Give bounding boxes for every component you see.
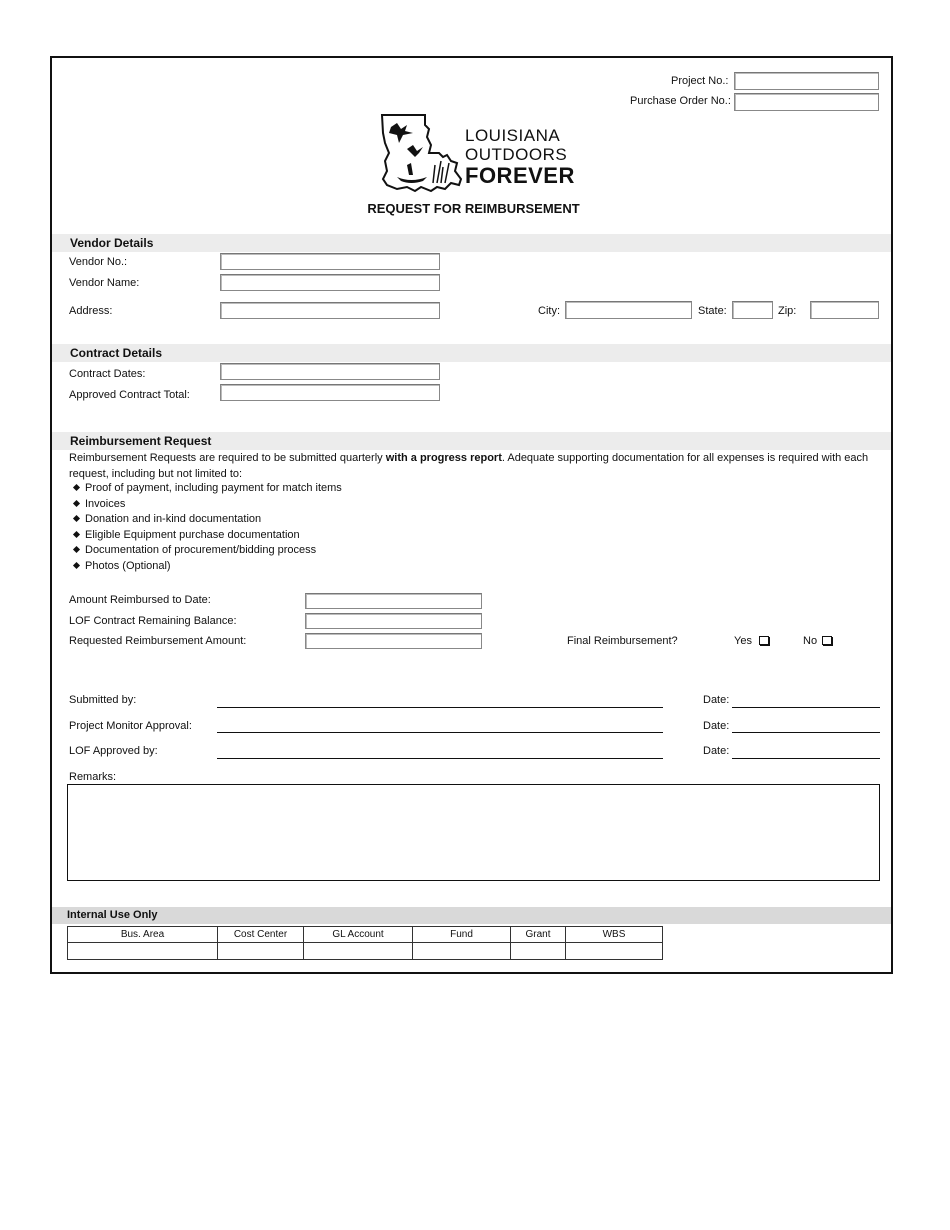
list-item-text: Invoices bbox=[85, 497, 126, 510]
diamond-bullet-icon bbox=[73, 499, 80, 506]
vendor-section-title: Vendor Details bbox=[70, 236, 154, 250]
column-header: Cost Center bbox=[218, 927, 304, 943]
state-label: State: bbox=[698, 305, 727, 317]
reimbursement-section-title: Reimbursement Request bbox=[70, 434, 212, 448]
diamond-bullet-icon bbox=[73, 530, 80, 537]
vendor-no-field[interactable] bbox=[220, 253, 440, 270]
contract-section-bar bbox=[52, 344, 891, 362]
zip-field[interactable] bbox=[810, 301, 879, 319]
column-header: Bus. Area bbox=[68, 927, 218, 943]
cost-center-cell[interactable] bbox=[218, 943, 304, 960]
diamond-bullet-icon bbox=[73, 515, 80, 522]
remarks-label: Remarks: bbox=[69, 771, 117, 783]
amount-to-date-field[interactable] bbox=[305, 593, 482, 609]
city-field[interactable] bbox=[565, 301, 692, 319]
diamond-bullet-icon bbox=[73, 561, 80, 568]
column-header: GL Account bbox=[304, 927, 413, 943]
list-item bbox=[72, 481, 342, 497]
list-item-text: Documentation of procurement/bidding process bbox=[85, 544, 317, 556]
internal-section-bar bbox=[52, 907, 891, 924]
internal-section-title: Internal Use Only bbox=[67, 909, 158, 921]
list-item bbox=[72, 512, 342, 528]
reimbursement-instructions bbox=[69, 450, 881, 482]
bus-area-cell[interactable] bbox=[68, 943, 218, 960]
final-reimbursement-label: Final Reimbursement? bbox=[567, 635, 678, 647]
vendor-section-bar bbox=[52, 234, 891, 252]
yes-checkbox[interactable] bbox=[759, 636, 769, 645]
vendor-name-label: Vendor Name: bbox=[69, 277, 140, 289]
contract-dates-label: Contract Dates: bbox=[69, 368, 146, 380]
remaining-balance-field[interactable] bbox=[305, 613, 482, 629]
fund-cell[interactable] bbox=[413, 943, 511, 960]
contract-total-label: Approved Contract Total: bbox=[69, 389, 190, 401]
list-item-text: Photos (Optional) bbox=[85, 559, 171, 572]
grant-cell[interactable] bbox=[511, 943, 566, 960]
wbs-cell[interactable] bbox=[566, 943, 663, 960]
address-label: Address: bbox=[69, 305, 113, 317]
column-header: WBS bbox=[566, 927, 663, 943]
amount-to-date-label: Amount Reimbursed to Date: bbox=[69, 594, 211, 606]
list-item-text: Eligible Equipment purchase documentation bbox=[85, 528, 300, 541]
documentation-list bbox=[72, 481, 342, 574]
louisiana-state-icon bbox=[377, 113, 467, 195]
contract-total-field[interactable] bbox=[220, 384, 440, 401]
list-item bbox=[72, 528, 342, 544]
lof-approved-label: LOF Approved by: bbox=[69, 745, 158, 757]
remaining-balance-label: LOF Contract Remaining Balance: bbox=[69, 615, 237, 627]
instructions-bold: with a progress report bbox=[385, 452, 502, 464]
lof-approved-line[interactable] bbox=[217, 758, 663, 759]
gl-account-cell[interactable] bbox=[304, 943, 413, 960]
contract-dates-field[interactable] bbox=[220, 363, 440, 380]
diamond-bullet-icon bbox=[73, 546, 80, 553]
submitted-by-label: Submitted by: bbox=[69, 694, 137, 706]
remarks-box[interactable] bbox=[67, 784, 880, 881]
vendor-no-label: Vendor No.: bbox=[69, 256, 128, 268]
project-no-label: Project No.: bbox=[671, 75, 729, 87]
zip-label: Zip: bbox=[778, 305, 797, 317]
list-item bbox=[72, 497, 342, 513]
column-header: Grant bbox=[511, 927, 566, 943]
lof-logo bbox=[377, 113, 577, 195]
instructions-text-1: Reimbursement Requests are required to be submitted quarterly bbox=[69, 452, 386, 464]
table-row bbox=[68, 943, 663, 960]
project-no-field[interactable] bbox=[734, 72, 879, 90]
monitor-date-label: Date: bbox=[703, 720, 730, 732]
city-label: City: bbox=[538, 305, 560, 317]
logo-line-1: LOUISIANA bbox=[465, 126, 561, 145]
po-no-field[interactable] bbox=[734, 93, 879, 111]
requested-amount-label: Requested Reimbursement Amount: bbox=[69, 635, 247, 647]
list-item-text: Proof of payment, including payment for match items bbox=[85, 482, 342, 494]
vendor-name-field[interactable] bbox=[220, 274, 440, 291]
address-field[interactable] bbox=[220, 302, 440, 319]
form-frame bbox=[50, 56, 893, 974]
monitor-date-line[interactable] bbox=[732, 732, 880, 733]
column-header: Fund bbox=[413, 927, 511, 943]
no-checkbox[interactable] bbox=[822, 636, 832, 645]
monitor-approval-line[interactable] bbox=[217, 732, 663, 733]
internal-use-table bbox=[67, 926, 663, 960]
form-title: REQUEST FOR REIMBURSEMENT bbox=[367, 201, 580, 216]
lof-date-label: Date: bbox=[703, 745, 730, 757]
state-field[interactable] bbox=[732, 301, 773, 319]
submitted-by-line[interactable] bbox=[217, 707, 663, 708]
logo-line-2: OUTDOORS bbox=[465, 145, 568, 164]
no-label: No bbox=[803, 635, 818, 647]
submitted-date-line[interactable] bbox=[732, 707, 880, 708]
contract-section-title: Contract Details bbox=[70, 346, 163, 360]
logo-line-3: FOREVER bbox=[465, 163, 575, 188]
list-item bbox=[72, 559, 342, 575]
submitted-date-label: Date: bbox=[703, 694, 730, 706]
list-item-text: Donation and in-kind documentation bbox=[85, 513, 262, 525]
monitor-approval-label: Project Monitor Approval: bbox=[69, 720, 192, 732]
diamond-bullet-icon bbox=[73, 484, 80, 491]
list-item bbox=[72, 543, 342, 559]
po-no-label: Purchase Order No.: bbox=[630, 95, 731, 107]
yes-label: Yes bbox=[734, 635, 752, 647]
requested-amount-field[interactable] bbox=[305, 633, 482, 649]
reimbursement-section-bar bbox=[52, 432, 891, 450]
lof-date-line[interactable] bbox=[732, 758, 880, 759]
instructions-text-2: . Adequate supporting documentation for all expenses is required with each request, including but not limited to: bbox=[69, 452, 869, 480]
